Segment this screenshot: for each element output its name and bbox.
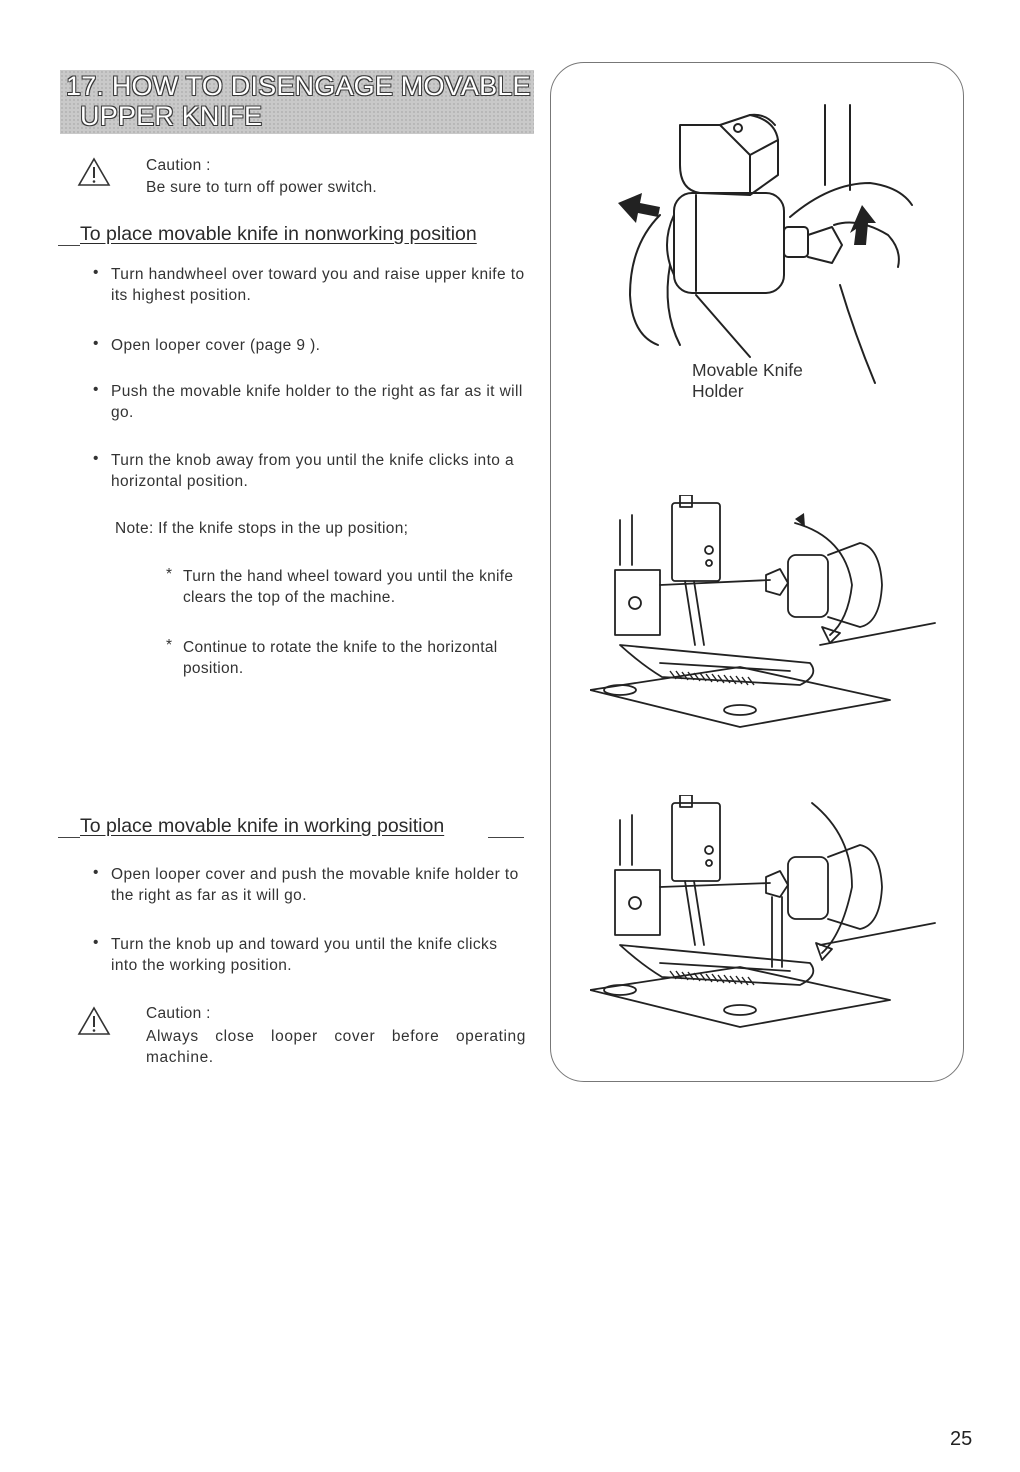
- figure-label-line-2: Holder: [692, 381, 744, 401]
- knife-working-illustration: [590, 795, 940, 1035]
- heading-rule: [58, 837, 80, 838]
- caution-text-top: Be sure to turn off power switch.: [146, 179, 378, 196]
- caution-label-bottom: Caution :: [146, 1005, 211, 1022]
- section-heading-nonworking: To place movable knife in nonworking position: [80, 223, 477, 245]
- caution-label-top: Caution :: [146, 157, 211, 174]
- page-number: 25: [950, 1428, 973, 1450]
- section-heading-working: To place movable knife in working position: [80, 815, 445, 837]
- figure-label-line-1: Movable Knife: [692, 360, 803, 380]
- note-text: Note: If the knife stops in the up position;: [115, 520, 409, 537]
- section-title-line-2: UPPER KNIFE: [80, 101, 263, 131]
- heading-rule: [58, 245, 80, 246]
- section-title-banner: [60, 70, 534, 134]
- knife-nonworking-illustration: [590, 495, 940, 735]
- figure-label: [692, 360, 803, 402]
- warning-triangle-icon: [77, 157, 111, 187]
- heading-rule: [488, 837, 524, 838]
- movable-knife-holder-illustration: [600, 95, 930, 385]
- warning-triangle-icon: [77, 1006, 111, 1036]
- section-title-line-1: 17. HOW TO DISENGAGE MOVABLE: [66, 71, 531, 101]
- caution-text-bottom: Always close looper cover before operating machine.: [146, 1028, 526, 1066]
